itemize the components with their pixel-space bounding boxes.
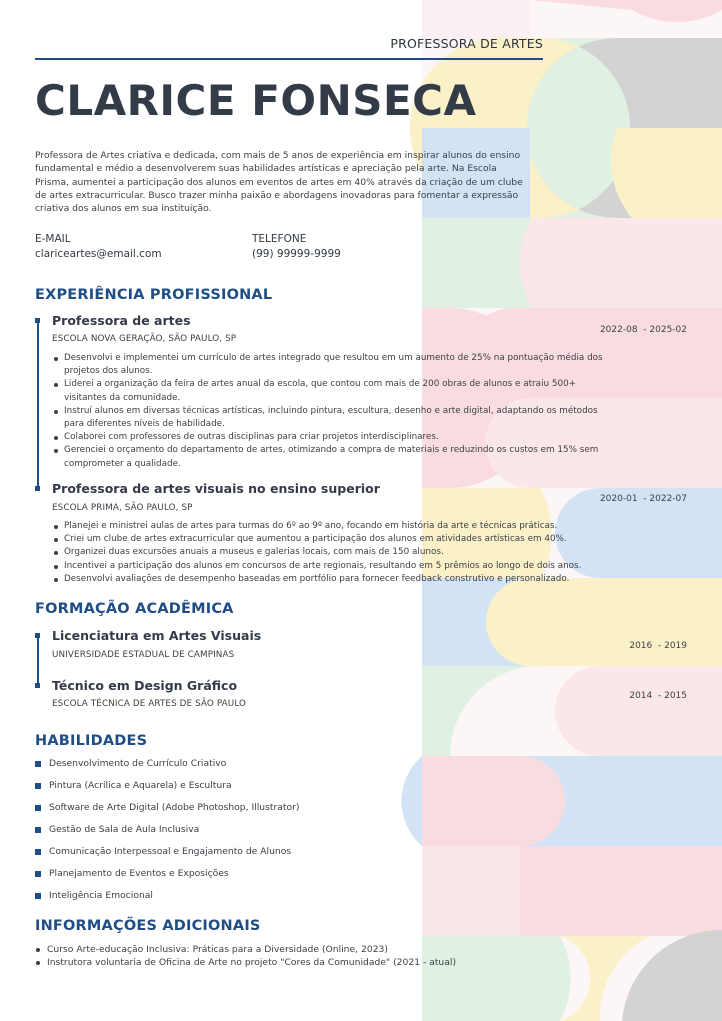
additional-section-title: INFORMAÇÕES ADICIONAIS xyxy=(35,918,261,934)
job-bullets-2 xyxy=(52,520,612,586)
education-org-2: ESCOLA TÉCNICA DE ARTES DE SÃO PAULO xyxy=(52,699,247,709)
education-title-2: Técnico em Design Gráfico xyxy=(52,678,238,693)
job-org-1: ESCOLA NOVA GERAÇÃO, SÃO PAULO, SP xyxy=(52,334,237,344)
job-dates-1: 2022-08 - 2025-02 xyxy=(599,325,687,335)
skill-item: Desenvolvimento de Currículo Criativo xyxy=(35,758,299,780)
skills-list xyxy=(35,758,299,912)
phone-label: TELEFONE xyxy=(252,233,307,245)
email-label: E-MAIL xyxy=(35,233,71,245)
education-dates-1: 2016 - 2019 xyxy=(629,641,687,651)
job-title: PROFESSORA DE ARTES xyxy=(390,36,543,51)
timeline-marker xyxy=(35,486,40,491)
timeline-line xyxy=(37,320,39,488)
list-item: Planejei e ministrei aulas de artes para turmas do 6º ao 9º ano, focando em história da arte e técnicas práticas. xyxy=(52,520,612,533)
skills-section-title: HABILIDADES xyxy=(35,733,148,749)
additional-list xyxy=(35,943,456,969)
job-bullets-1 xyxy=(52,352,612,471)
email-value: clariceartes@email.com xyxy=(35,248,162,260)
list-item: Incentivei a participação dos alunos em concursos de arte regionais, resultando em 5 prêmios ao longo de dois anos. xyxy=(52,560,612,573)
list-item: Instruí alunos em diversas técnicas artísticas, incluindo pintura, escultura, desenho e arte digital, adaptando os métodos para diferentes níveis de habilidade. xyxy=(52,405,612,431)
list-item: Curso Arte-educação Inclusiva: Práticas para a Diversidade (Online, 2023) xyxy=(35,943,456,956)
job-dates-2: 2020-01 - 2022-07 xyxy=(599,494,687,504)
list-item: Liderei a organização da feira de artes anual da escola, que contou com mais de 200 obras de alunos e atraiu 500+ visitantes da comunidade. xyxy=(52,378,612,404)
profile-summary: Professora de Artes criativa e dedicada, com mais de 5 anos de experiência em inspirar alunos do ensino fundamental e médio a desenvolverem suas habilidades artísticas e apreciação pela arte. Na Escola Prisma, aumentei a participação dos alunos em eventos de artes em 40% através da criação de um clube de artes extracurricular. Busco trazer minha paixão e abordagens inovadoras para fomentar a expressão criativa dos alunos em sua instituição. xyxy=(35,150,523,215)
job-title-2: Professora de artes visuais no ensino superior xyxy=(52,481,380,496)
candidate-name: CLARICE FONSECA xyxy=(35,76,477,125)
education-org-1: UNIVERSIDADE ESTADUAL DE CAMPINAS xyxy=(52,650,235,660)
list-item: Organizei duas excursões anuais a museus e galerias locais, com mais de 150 alunos. xyxy=(52,546,612,559)
list-item: Colaborei com professores de outras disciplinas para criar projetos interdisciplinares. xyxy=(52,431,612,444)
phone-value: (99) 99999-9999 xyxy=(252,248,341,260)
job-org-2: ESCOLA PRIMA, SÃO PAULO, SP xyxy=(52,503,193,513)
list-item: Gerenciei o orçamento do departamento de artes, otimizando a compra de materiais e reduzindo os custos em 15% sem comprometer a qualidade. xyxy=(52,444,612,470)
education-title-1: Licenciatura em Artes Visuais xyxy=(52,628,262,643)
list-item: Desenvolvi avaliações de desempenho baseadas em portfólio para fornecer feedback construtivo e personalizado. xyxy=(52,573,612,586)
list-item: Instrutora voluntaria de Oficina de Arte no projeto "Cores da Comunidade" (2021 - atual) xyxy=(35,956,456,969)
skill-item: Comunicação Interpessoal e Engajamento de Alunos xyxy=(35,846,299,868)
experience-section-title: EXPERIÊNCIA PROFISSIONAL xyxy=(35,287,273,303)
skill-item: Pintura (Acrílica e Aquarela) e Escultura xyxy=(35,780,299,802)
list-item: Desenvolvi e implementei um currículo de artes integrado que resultou em um aumento de 25% na pontuação média dos projetos dos alunos. xyxy=(52,352,612,378)
skill-item: Planejamento de Eventos e Exposições xyxy=(35,868,299,890)
education-dates-2: 2014 - 2015 xyxy=(629,691,687,701)
skill-item: Software de Arte Digital (Adobe Photoshop, Illustrator) xyxy=(35,802,299,824)
skill-item: Gestão de Sala de Aula Inclusiva xyxy=(35,824,299,846)
timeline-marker xyxy=(35,683,40,688)
timeline-line xyxy=(37,635,39,685)
list-item: Criei um clube de artes extracurricular que aumentou a participação dos alunos em atividades artísticas em 40%. xyxy=(52,533,612,546)
header-divider xyxy=(35,58,543,60)
skill-item: Inteligência Emocional xyxy=(35,890,299,912)
job-title-1: Professora de artes xyxy=(52,313,191,328)
education-section-title: FORMAÇÃO ACADÊMICA xyxy=(35,601,234,617)
